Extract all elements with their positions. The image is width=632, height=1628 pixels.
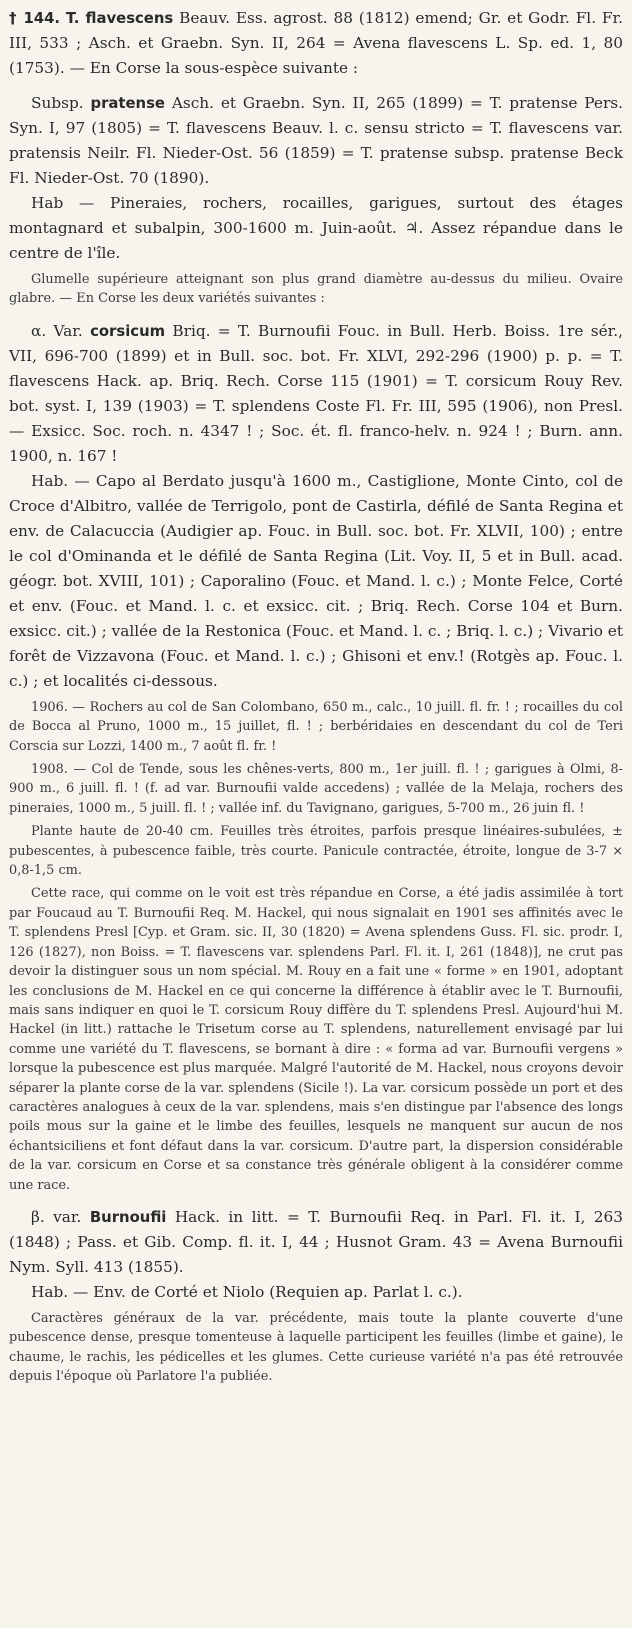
subspecies-synonymy: Asch. et Graebn. Syn. II, 265 (1899) = T. pratense Pers. Syn. I, 97 (1805) = T. flavescens Beauv. l. c. sensu stricto = T. flavescens var. pratensis Neilr. Fl. Nieder-Ost. 56 (1859) = T. pratense subsp. pratense Beck Fl. Nieder-Ost. 70 (1890).: [9, 94, 623, 187]
records-1906: 1906. — Rochers au col de San Colombano, 650 m., calc., 10 juill. fl. fr. ! ; rocailles du col de Bocca al Pruno, 1000 m., 15 juillet, fl. ! ; berbéridaies en descendant du col de Teri Corscia sur Lozzi, 1400 m., 7 août fl. fr. !: [9, 699, 623, 754]
subspecies-note: Glumelle supérieure atteignant son plus grand diamètre au-dessus du milieu. Ovaire glabre. — En Corse les deux variétés suivantes :: [9, 272, 623, 307]
variety-alpha-marker: α. Var.: [31, 321, 83, 340]
records-1908: 1908. — Col de Tende, sous les chênes-verts, 800 m., 1er juill. fl. ! ; garigues à Olmi, 8-900 m., 6 juill. fl. ! (f. ad var. Burnoufii valde accedens) ; vallée de la Melaja, rochers des pineraies, 1000 m., 5 juill. fl. ! ; vallée inf. du Tavignano, garigues, 5-700 m., 26 juin fl. !: [9, 762, 623, 816]
species-heading-paragraph: [9, 6, 623, 81]
variety-beta-habitat: Hab. — Env. de Corté et Niolo (Requien ap. Parlat l. c.).: [31, 1282, 463, 1301]
subspecies-habitat: Hab — Pineraies, rochers, rocailles, garigues, surtout des étages montagnard et subalpin, 300-1600 m. Juin-août. ♃. Assez répandue dans le centre de l'île.: [9, 194, 623, 262]
variety-alpha-name: corsicum: [90, 322, 166, 340]
variety-beta-note: Caractères généraux de la var. précédente, mais toute la plante couverte d'une pubescence dense, presque tomenteuse à laquelle participent les feuilles (limbe et gaine), le chaume, le rachis, les pédicelles et les glumes. Cette curieuse variété n'a pas été retrouvée depuis l'époque où Parlatore l'a publiée.: [9, 1310, 623, 1385]
variety-beta-paragraph: [9, 1205, 623, 1280]
variety-beta-marker: β. var.: [31, 1207, 82, 1226]
subspecies-name: pratense: [90, 95, 165, 112]
species-number: † 144.: [9, 10, 61, 27]
variety-beta-name: Burnoufii: [89, 1208, 167, 1226]
variety-beta-synonymy: Hack. in litt. = T. Burnoufii Req. in Parl. Fl. it. I, 263 (1848) ; Pass. et Gib. Comp. fl. it. I, 44 ; Husnot Gram. 43 = Avena Burnoufii Nym. Syll. 413 (1855).: [9, 1207, 624, 1276]
species-synonymy: Beauv. Ess. agrost. 88 (1812) emend; Gr. et Godr. Fl. Fr. III, 533 ; Asch. et Graebn. Syn. II, 264 = Avena flavescens L. Sp. ed. 1, 80 (1753). — En Corse la sous-espèce suivante :: [9, 9, 623, 77]
variety-alpha-synonymy: Briq. = T. Burnoufii Fouc. in Bull. Herb. Boiss. 1re sér., VII, 696-700 (1899) et in Bull. soc. bot. Fr. XLVI, 292-296 (1900) p. p. = T. flavescens Hack. ap. Briq. Rech. Corse 115 (1901) = T. corsicum Rouy Rev. bot. syst. I, 139 (1903) = T. splendens Coste Fl. Fr. III, 595 (1906), non Presl. — Exsicc. Soc. roch. n. 4347 ! ; Soc. ét. fl. franco-helv. n. 924 ! ; Burn. ann. 1900, n. 167 !: [9, 321, 623, 465]
subspecies-label: Subsp.: [31, 94, 84, 112]
subspecies-paragraph: [9, 91, 623, 191]
variety-alpha-discussion: Cette race, qui comme on le voit est très répandue en Corse, a été jadis assimilée à tort par Foucaud au T. Burnoufii Req. M. Hackel, qui nous signalait en 1901 ses affinités avec le T. splendens Presl [Cyp. et Gram. sic. II, 30 (1820) = Avena splendens Guss. Fl. sic. prodr. I, 126 (1827), non Boiss. = T. flavescens var. splendens Parl. Fl. it. I, 261 (1848)], ne crut pas devoir la distinguer sous un nom spécial. M. Rouy en a fait une « forme » en 1901, adoptant les conclusions de M. Hackel en ce qui concerne la différence à établir avec le T. Burnoufii, mais sans indiquer en quoi le T. corsicum Rouy diffère du T. splendens Presl. Aujourd'hui M. Hackel (in litt.) rattache le Trisetum corse au T. splendens, naturellement envisagé par lui comme une variété du T. flavescens, se bornant à dire : « forma ad var. Burnoufii vergens » lorsque la pubescence est plus marquée. Malgré l'autorité de M. Hackel, nous croyons devoir séparer la plante corse de la var. splendens (Sicile !). La var. corsicum possède un port et des caractères analogues à ceux de la var. splendens, mais s'en distingue par l'absence des longs poils mous sur la gaine et le limbe des feuilles, lesquels ne manquent sur aucun de nos échantsiciliens et font défaut dans la var. corsicum. D'autre part, la dispersion considérable de la var. corsicum en Corse et sa constance très générale obligent à la considérer comme une race.: [9, 886, 623, 1193]
variety-alpha-description: Plante haute de 20-40 cm. Feuilles très étroites, parfois presque linéaires-subulées, ± pubescentes, à pubescence faible, très courte. Panicule contractée, étroite, longue de 3-7 × 0,8-1,5 cm.: [9, 824, 623, 879]
variety-alpha-habitat: Hab. — Capo al Berdato jusqu'à 1600 m., Castiglione, Monte Cinto, col de Croce d'Albitro, vallée de Terrigolo, pont de Castirla, défilé de Santa Regina et env. de Calacuccia (Audigier ap. Fouc. in Bull. soc. bot. Fr. XLVII, 100) ; entre le col d'Ominanda et le défilé de Santa Regina (Lit. Voy. II, 5 et in Bull. acad. géogr. bot. XVIII, 101) ; Caporalino (Fouc. et Mand. l. c.) ; Monte Felce, Corté et env. (Fouc. et Mand. l. c. et exsicc. cit. ; Briq. Rech. Corse 104 et Burn. exsicc. cit.) ; vallée de la Restonica (Fouc. et Mand. l. c. ; Briq. l. c.) ; Vivario et forêt de Vizzavona (Fouc. et Mand. l. c.) ; Ghisoni et env.! (Rotgès ap. Fouc. l. c.) ; et localités ci-dessous.: [9, 471, 623, 690]
variety-alpha-paragraph: [9, 319, 623, 469]
species-name: T. flavescens: [65, 10, 174, 27]
